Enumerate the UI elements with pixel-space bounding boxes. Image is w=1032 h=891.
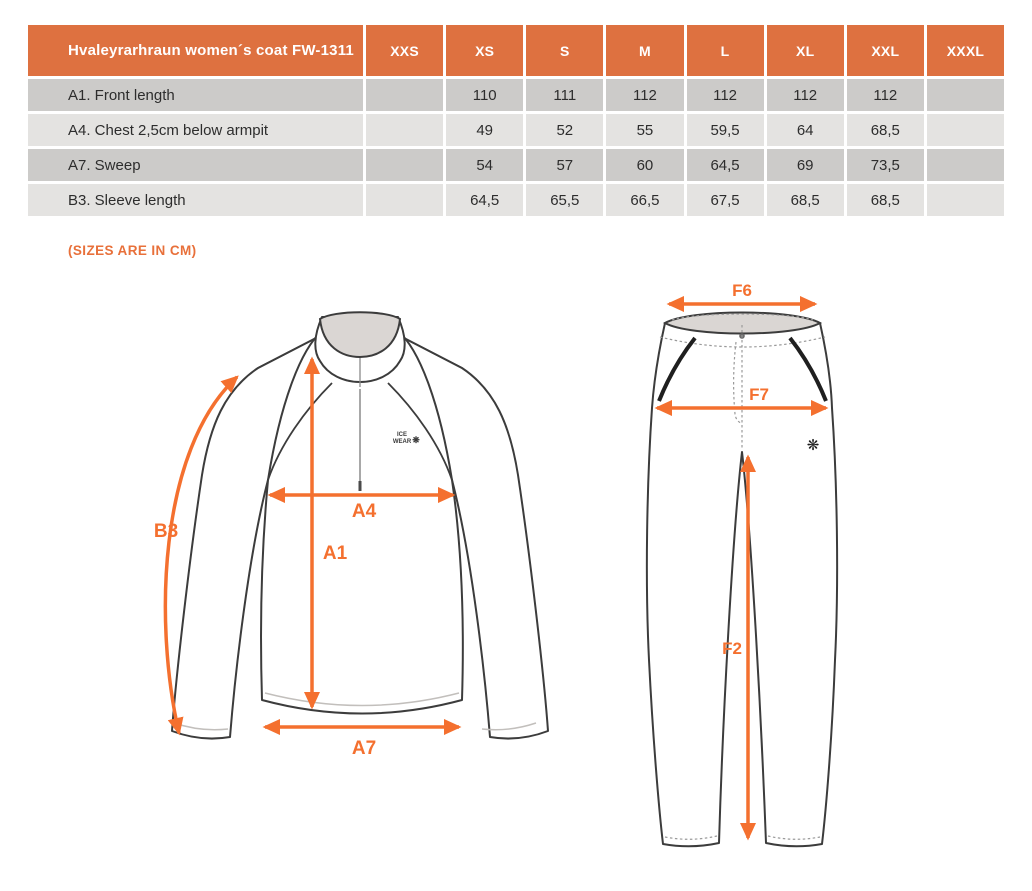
- value-cell: 112: [687, 79, 764, 111]
- icewear-logo-line2: WEAR: [392, 439, 412, 445]
- row-label-chest: A4. Chest 2,5cm below armpit: [28, 114, 363, 146]
- value-cell: 69: [767, 149, 844, 181]
- value-cell: 110: [446, 79, 523, 111]
- value-cell: [366, 79, 443, 111]
- value-cell: 64,5: [687, 149, 764, 181]
- value-cell: [927, 184, 1004, 216]
- row-label-sleeve-length: B3. Sleeve length: [28, 184, 363, 216]
- size-header-xs: XS: [446, 25, 523, 76]
- value-cell: 57: [526, 149, 603, 181]
- value-cell: [366, 149, 443, 181]
- size-table: [28, 25, 1004, 216]
- value-cell: 49: [446, 114, 523, 146]
- value-cell: 64: [767, 114, 844, 146]
- size-header-m: M: [606, 25, 683, 76]
- value-cell: [366, 184, 443, 216]
- value-cell: [927, 149, 1004, 181]
- icewear-logo-line1: ICE: [396, 432, 408, 438]
- pants-logo-mark-icon: ❋: [806, 437, 820, 454]
- value-cell: 112: [767, 79, 844, 111]
- value-cell: 66,5: [606, 184, 683, 216]
- f7-label: F7: [749, 385, 769, 404]
- pants-diagram: [635, 280, 865, 870]
- value-cell: 52: [526, 114, 603, 146]
- f6-label: F6: [732, 281, 752, 300]
- value-cell: 68,5: [847, 114, 924, 146]
- row-label-front-length: A1. Front length: [28, 79, 363, 111]
- b3-label: B3: [153, 521, 179, 542]
- f2-label: F2: [722, 639, 742, 658]
- value-cell: 73,5: [847, 149, 924, 181]
- a7-label: A7: [351, 738, 377, 759]
- value-cell: 54: [446, 149, 523, 181]
- table-title-cell: Hvaleyrarhraun women´s coat FW-1311: [28, 25, 363, 76]
- value-cell: 111: [526, 79, 603, 111]
- size-header-s: S: [526, 25, 603, 76]
- a4-label: A4: [351, 501, 377, 522]
- value-cell: 60: [606, 149, 683, 181]
- jacket-diagram: [140, 295, 570, 765]
- value-cell: 68,5: [847, 184, 924, 216]
- value-cell: 59,5: [687, 114, 764, 146]
- a1-label: A1: [322, 543, 348, 564]
- sizes-note: (SIZES ARE IN CM): [68, 243, 197, 258]
- value-cell: [927, 114, 1004, 146]
- value-cell: 64,5: [446, 184, 523, 216]
- size-header-l: L: [687, 25, 764, 76]
- size-header-xxs: XXS: [366, 25, 443, 76]
- value-cell: 112: [847, 79, 924, 111]
- value-cell: 68,5: [767, 184, 844, 216]
- value-cell: 67,5: [687, 184, 764, 216]
- size-header-xxl: XXL: [847, 25, 924, 76]
- size-header-xl: XL: [767, 25, 844, 76]
- icewear-logo-mark-icon: ❋: [412, 435, 420, 445]
- value-cell: 112: [606, 79, 683, 111]
- row-label-sweep: A7. Sweep: [28, 149, 363, 181]
- size-header-xxxl: XXXL: [927, 25, 1004, 76]
- value-cell: 65,5: [526, 184, 603, 216]
- value-cell: [366, 114, 443, 146]
- value-cell: 55: [606, 114, 683, 146]
- value-cell: [927, 79, 1004, 111]
